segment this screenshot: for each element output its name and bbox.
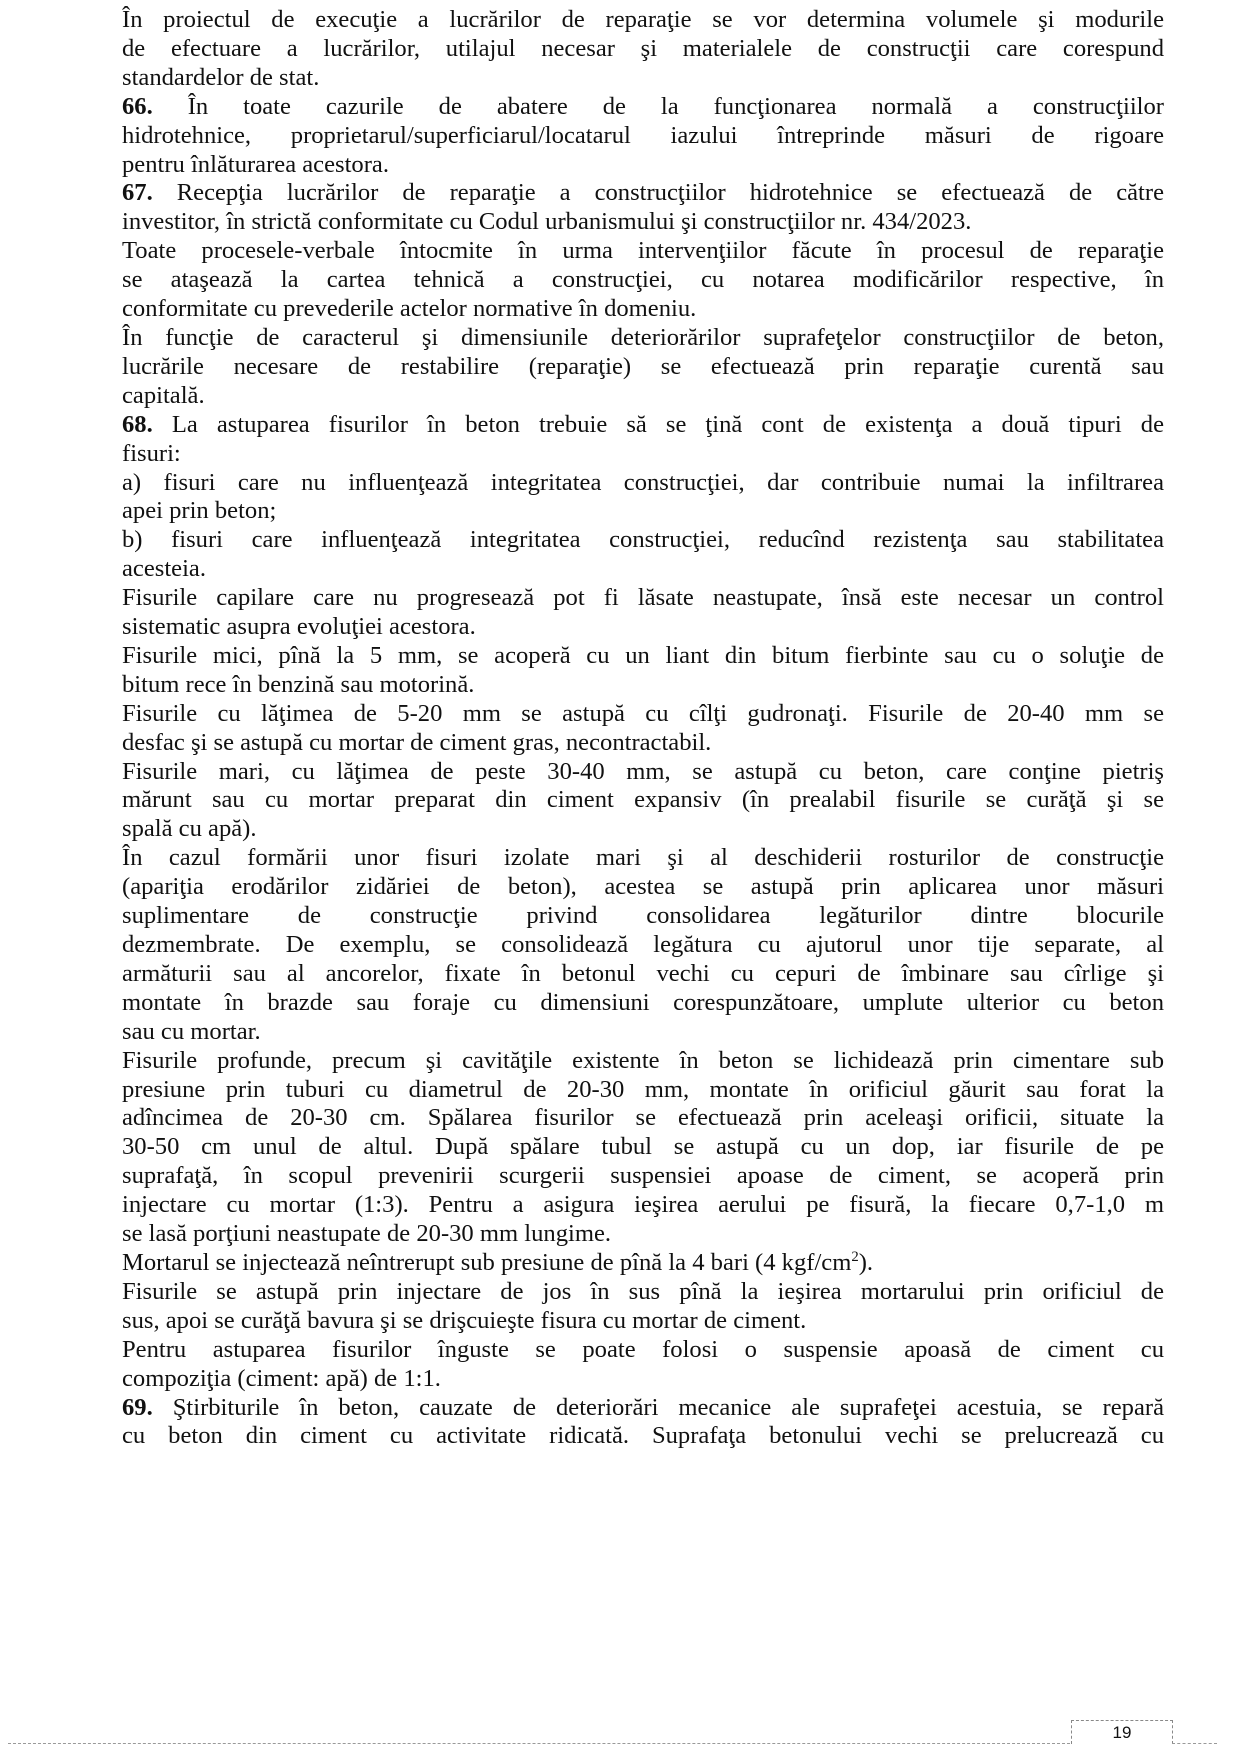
section-number: 66. [122, 92, 153, 120]
paragraph-68-medium [122, 700, 1164, 758]
text-span: ). [858, 1248, 874, 1276]
text-line: se ataşează la cartea tehnică a construcţiei, cu notarea modificărilor respective, în [122, 266, 1164, 294]
text-line: pentru înlăturarea acestora. [122, 150, 389, 178]
text-line: Fisurile cu lăţimea de 5-20 mm se astupă cu cîlţi gudronaţi. Fisurile de 20-40 mm se [122, 699, 1164, 727]
paragraph-67 [122, 179, 1164, 237]
text-line: apei prin beton; [122, 497, 277, 525]
paragraph-68-deep [122, 1047, 1164, 1249]
footer-divider [8, 1743, 1070, 1744]
text-line: adîncimea de 20-30 cm. Spălarea fisurilor se efectuează prin aceleaşi orificii, situate la [122, 1104, 1164, 1132]
paragraph-69 [122, 1394, 1164, 1452]
text-line: hidrotehnice, proprietarul/superficiarul/locatarul iazului întreprinde măsuri de rigoare [122, 121, 1164, 149]
text-line: mărunt sau cu mortar preparat din ciment expansiv (în prealabil fisurile se curăţă şi se [122, 786, 1164, 814]
text-line: acesteia. [122, 555, 206, 583]
text-line: de efectuare a lucrărilor, utilajul necesar şi materialele de construcţii care corespund [122, 34, 1164, 62]
page-number: 19 [1071, 1720, 1173, 1744]
text-line: presiune prin tuburi cu diametrul de 20-30 mm, montate în orificiul găurit sau forat la [122, 1075, 1164, 1103]
text-line: standardelor de stat. [122, 63, 320, 91]
text-line: investitor, în strictă conformitate cu Codul urbanismului şi construcţiilor nr. 434/2023. [122, 208, 972, 236]
text-line: conformitate cu prevederile actelor normative în domeniu. [122, 295, 697, 323]
paragraph-68-capillary [122, 584, 1164, 642]
text-line: armăturii sau al ancorelor, fixate în betonul vechi cu cepuri de îmbinare sau cîrlige şi [122, 959, 1164, 987]
text-line [122, 179, 1164, 208]
text-line: Pentru astuparea fisurilor înguste se poate folosi o suspensie apoasă de ciment cu [122, 1335, 1164, 1363]
section-number: 68. [122, 410, 153, 438]
paragraph-68-small [122, 642, 1164, 700]
text-line: desfac şi se astupă cu mortar de ciment gras, necontractabil. [122, 728, 712, 756]
paragraph-68-pressure [122, 1249, 1164, 1278]
text-line: În cazul formării unor fisuri izolate mari şi al deschiderii rosturilor de construcţie [122, 844, 1164, 872]
text-line: Fisurile capilare care nu progresează pot fi lăsate neastupate, însă este necesar un control [122, 584, 1164, 612]
text-line: În funcţie de caracterul şi dimensiunile deteriorărilor suprafeţelor construcţiilor de beton, [122, 323, 1164, 351]
paragraph-67-records [122, 237, 1164, 324]
text-line: Toate procesele-verbale întocmite în urma intervenţiilor făcute în procesul de reparaţie [122, 237, 1164, 265]
paragraph-67-repair-type [122, 324, 1164, 411]
text-line [122, 1394, 1164, 1423]
document-page [122, 6, 1164, 1451]
text-line: 30-50 cm unul de altul. După spălare tubul se astupă cu un dop, iar fisurile de pe [122, 1133, 1164, 1161]
text-line: fisuri: [122, 439, 181, 467]
paragraph-66 [122, 93, 1164, 180]
text-line: (apariţia erodărilor zidăriei de beton), acestea se astupă prin aplicarea unor măsuri [122, 873, 1164, 901]
paragraph-68 [122, 411, 1164, 469]
paragraph-68-large [122, 758, 1164, 845]
text-line: spală cu apă). [122, 815, 257, 843]
text-line: Fisurile mici, pînă la 5 mm, se acoperă cu un liant din bitum fierbinte sau cu o soluţie de [122, 641, 1164, 669]
text-line: injectare cu mortar (1:3). Pentru a asigura ieşirea aerului pe fisură, la fiecare 0,7-1,0 m [122, 1191, 1164, 1219]
superscript: 2 [851, 1248, 859, 1265]
text-line: cu beton din ciment cu activitate ridicată. Suprafaţa betonului vechi se prelucrează cu [122, 1422, 1164, 1450]
section-number: 67. [122, 179, 153, 207]
text-line [122, 93, 1164, 122]
text-line: sistematic asupra evoluţiei acestora. [122, 613, 476, 641]
text-span: Mortarul se injectează neîntrerupt sub presiune de pînă la 4 bari (4 kgf/cm [122, 1248, 852, 1276]
text-line: Fisurile mari, cu lăţimea de peste 30-40 mm, se astupă cu beton, care conţine pietriş [122, 757, 1164, 785]
text-span: Recepţia lucrărilor de reparaţie a construcţiilor hidrotehnice se efectuează de către [152, 179, 1164, 207]
paragraph-68-narrow [122, 1336, 1164, 1394]
section-number: 69. [122, 1393, 153, 1421]
paragraph-68-injection [122, 1278, 1164, 1336]
text-span: La astuparea fisurilor în beton trebuie să se ţină cont de existenţa a două tipuri de [152, 410, 1164, 438]
text-line: dezmembrate. De exemplu, se consolidează legătura cu ajutorul unor tije separate, al [122, 931, 1164, 958]
paragraph-68-a [122, 469, 1164, 527]
text-line: suplimentare de construcţie privind consolidarea legăturilor dintre blocurile [122, 902, 1164, 930]
text-line: compoziţia (ciment: apă) de 1:1. [122, 1364, 441, 1392]
text-line: se lasă porţiuni neastupate de 20-30 mm lungime. [122, 1220, 612, 1248]
text-line: lucrările necesare de restabilire (reparaţie) se efectuează prin reparaţie curentă sau [122, 352, 1164, 380]
text-line: suprafaţă, în scopul prevenirii scurgerii suspensiei apoase de ciment, se acoperă prin [122, 1162, 1164, 1190]
page-footer [0, 1718, 1240, 1748]
text-line: a) fisuri care nu influenţează integritatea construcţiei, dar contribuie numai la infiltrarea [122, 468, 1164, 496]
paragraph-68-isolated [122, 844, 1164, 1046]
text-line: capitală. [122, 381, 205, 409]
footer-divider [1172, 1743, 1217, 1744]
text-line: Fisurile profunde, precum şi cavităţile existente în beton se lichidează prin cimentare sub [122, 1046, 1164, 1074]
text-line: montate în brazde sau foraje cu dimensiuni corespunzătoare, umplute ulterior cu beton [122, 988, 1164, 1016]
text-line: În proiectul de execuţie a lucrărilor de reparaţie se vor determina volumele şi modurile [122, 6, 1164, 33]
text-span: În toate cazurile de abatere de la funcţionarea normală a construcţiilor [152, 92, 1164, 120]
text-line: sus, apoi se curăţă bavura şi se drişcuieşte fisura cu mortar de ciment. [122, 1306, 807, 1334]
text-line: bitum rece în benzină sau motorină. [122, 670, 475, 698]
text-line: b) fisuri care influenţează integritatea construcţiei, reducînd rezistenţa sau stabilitatea [122, 526, 1164, 554]
text-line: Fisurile se astupă prin injectare de jos în sus pînă la ieşirea mortarului prin orificiul de [122, 1277, 1164, 1305]
text-line [122, 411, 1164, 440]
text-line: sau cu mortar. [122, 1017, 261, 1045]
paragraph-68-b [122, 526, 1164, 584]
text-span: Ştirbiturile în beton, cauzate de deteriorări mecanice ale suprafeţei acestuia, se repară [152, 1393, 1164, 1421]
paragraph-intro [122, 6, 1164, 93]
text-line [122, 1249, 1164, 1278]
